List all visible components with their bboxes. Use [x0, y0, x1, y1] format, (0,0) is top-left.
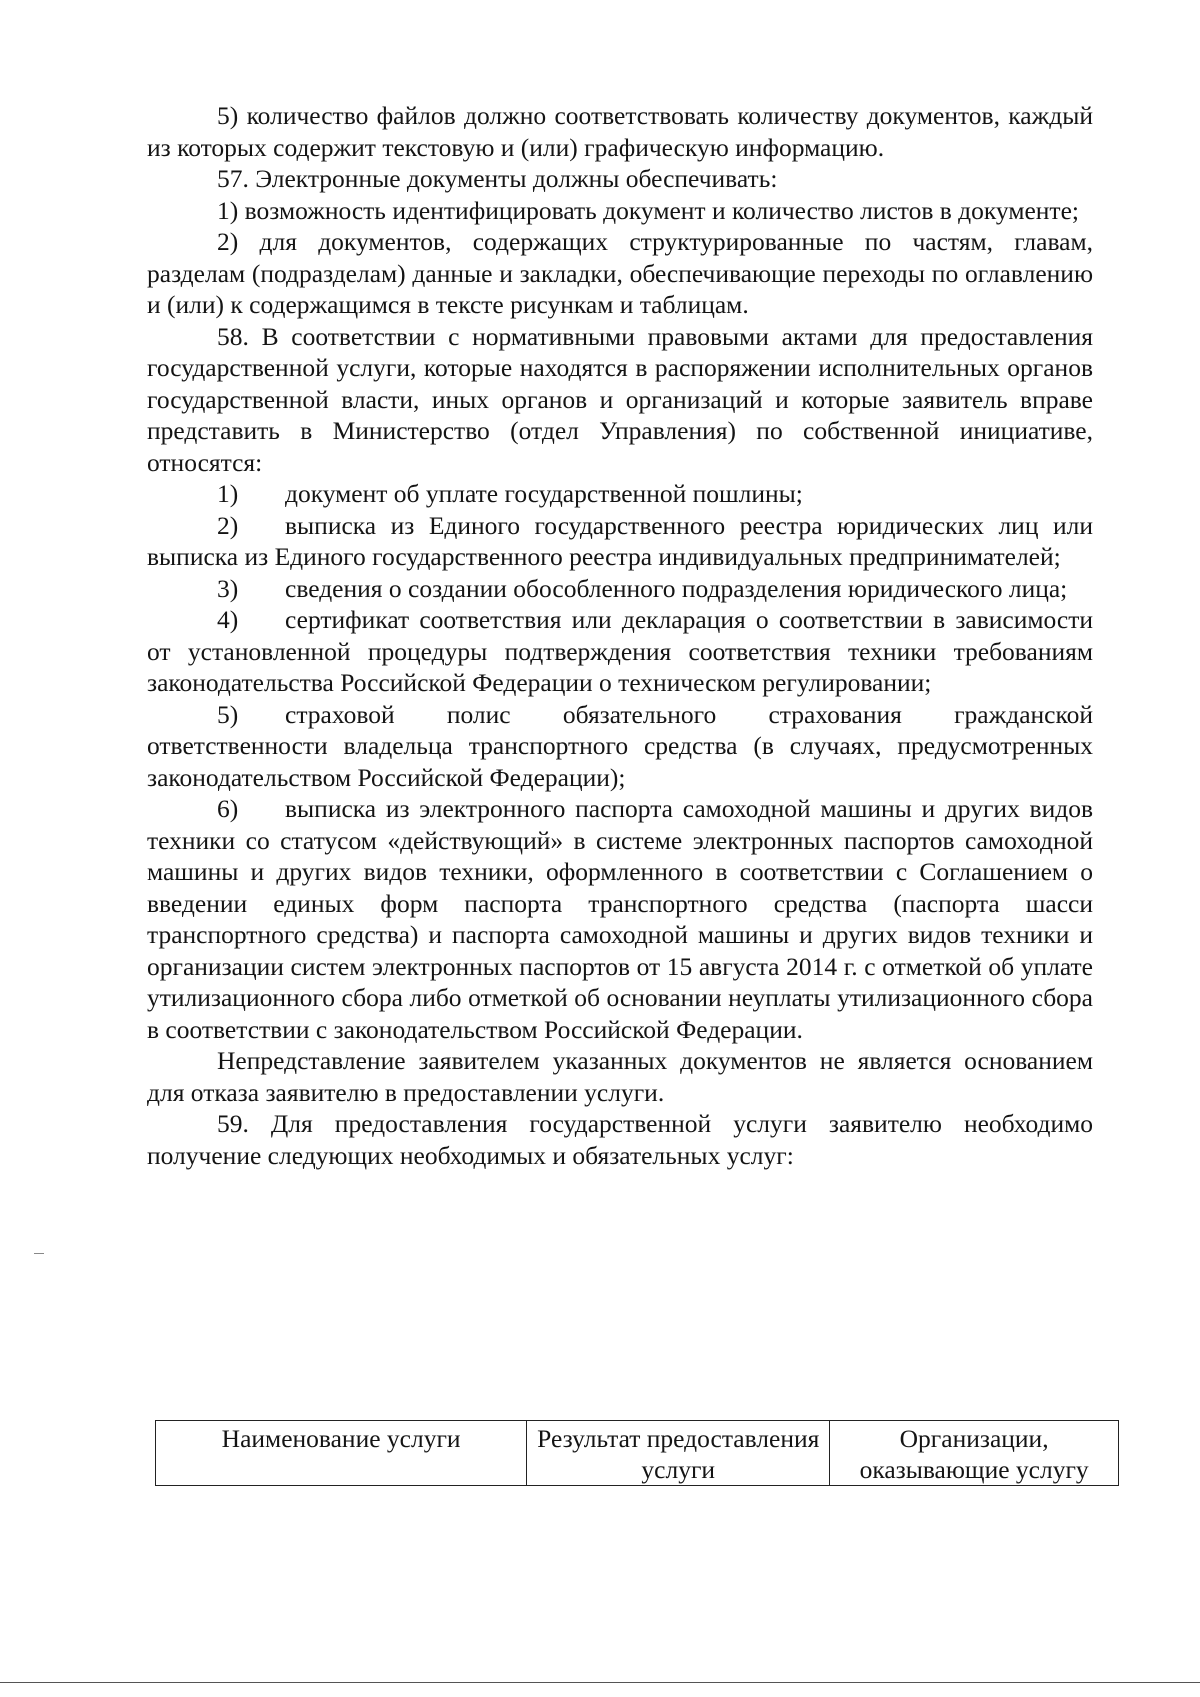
services-table: [155, 1420, 1119, 1486]
list-item: [147, 573, 1093, 605]
list-item: [147, 510, 1093, 573]
list-item-text: страховой полис обязательного страхования гражданской ответственности владельца транспортного средства (в случаях, предусмотренных законодательством Российской Федерации);: [147, 699, 1093, 792]
list-item-number: 4): [217, 605, 239, 634]
paragraph-non-submission: Непредставление заявителем указанных документов не является основанием для отказа заявителю в предоставлении услуги.: [147, 1046, 1093, 1107]
paragraph-57-2: 2) для документов, содержащих структурированные по частям, главам, разделам (подразделам) данные и закладки, обеспечивающие переходы по оглавлению и (или) к содержащимся в тексте рисункам и таблицам.: [147, 227, 1093, 319]
list-item-number: 2): [217, 510, 239, 540]
document-body: [147, 100, 1093, 1171]
paragraph-57: 57. Электронные документы должны обеспечивать:: [217, 164, 778, 193]
list-item: [147, 604, 1093, 699]
list-item-text: сведения о создании обособленного подразделения юридического лица;: [285, 573, 1068, 603]
header-service-name: Наименование услуги: [156, 1421, 527, 1486]
list-item-text: документ об уплате государственной пошлины;: [285, 479, 803, 508]
paragraph-files-count: 5) количество файлов должно соответствовать количеству документов, каждый из которых содержит текстовую и (или) графическую информацию.: [147, 101, 1093, 162]
header-organizations: Организации, оказывающие услугу: [830, 1421, 1119, 1486]
margin-mark: [34, 1253, 44, 1254]
list-item-text: сертификат соответствия или декларация о соответствии в зависимости от установленной процедуры подтверждения соответствия техники требованиям законодательства Российской Федерации о техническом регулировании;: [147, 605, 1093, 697]
paragraph-57-1: 1) возможность идентифицировать документ и количество листов в документе;: [217, 195, 1079, 225]
list-item-number: 6): [217, 794, 239, 823]
list-item-number: 3): [217, 573, 239, 603]
header-service-result: Результат предоставления услуги: [527, 1421, 830, 1486]
table-header-row: [156, 1421, 1119, 1486]
list-item: [147, 478, 1093, 510]
page-bottom-rule: [0, 1682, 1200, 1683]
list-item-text: выписка из электронного паспорта самоходной машины и других видов техники со статусом «действующий» в системе электронных паспортов самоходной машины и других видов техники, оформленного в соответствии с Соглашением о введении единых форм паспорта транспортного средства (паспорта шасси транспортного средства) и паспорта самоходной машины и других видов техники и организации систем электронных паспортов от 15 августа 2014 г. с отметкой об уплате утилизационного сбора либо отметкой об основании неуплаты утилизационного сбора в соответствии с законодательством Российской Федерации.: [147, 794, 1093, 1044]
list-item: [147, 699, 1093, 794]
list-item-number: 1): [217, 479, 239, 508]
list-item-number: 5): [217, 699, 239, 729]
paragraph-58: 58. В соответствии с нормативными правовыми актами для предоставления государственной услуги, которые находятся в распоряжении исполнительных органов государственной власти, иных органов и организаций и которые заявитель вправе представить в Министерство (отдел Управления) по собственной инициативе, относятся:: [147, 321, 1093, 477]
list-item: [147, 793, 1093, 1045]
list-item-text: выписка из Единого государственного реестра юридических лиц или выписка из Единого государственного реестра индивидуальных предпринимателей;: [147, 510, 1093, 571]
paragraph-59: 59. Для предоставления государственной услуги заявителю необходимо получение следующих необходимых и обязательных услуг:: [147, 1109, 1093, 1170]
